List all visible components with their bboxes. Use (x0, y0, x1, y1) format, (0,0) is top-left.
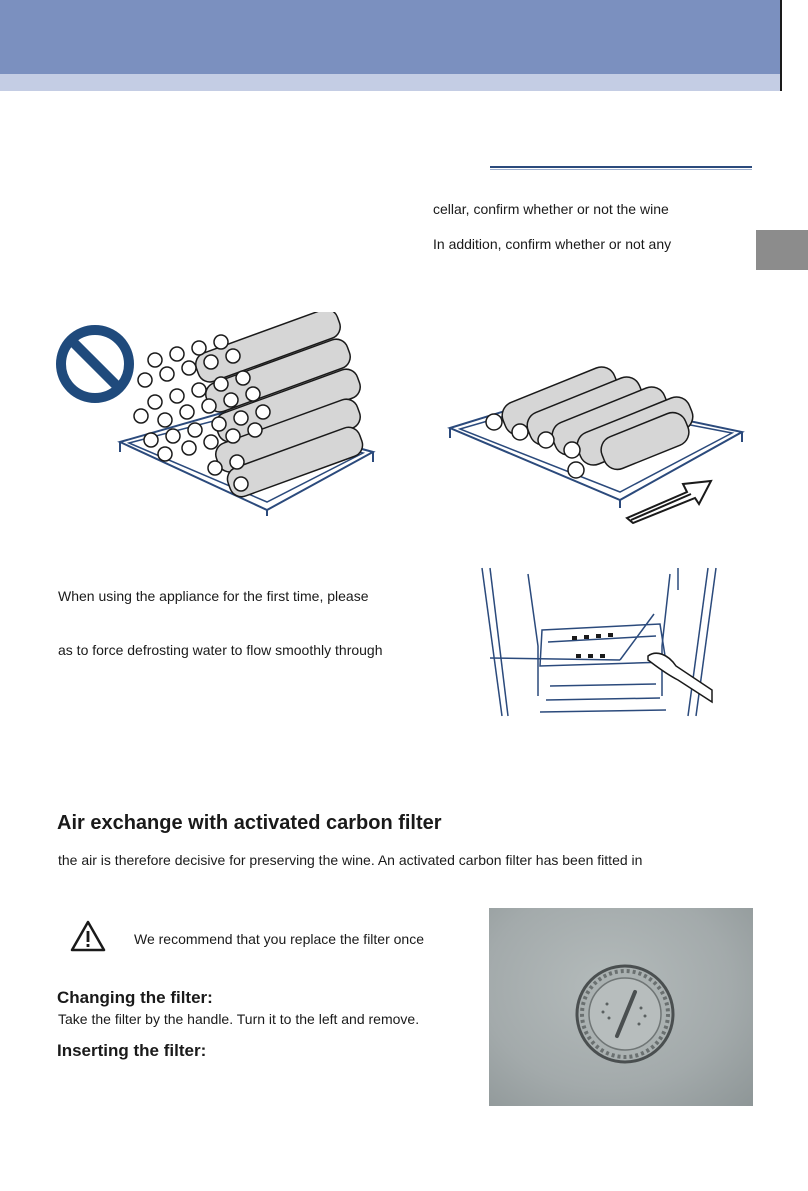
filter-recommendation-text: We recommend that you replace the filter once (134, 931, 425, 947)
storage-text-line-1: cellar, confirm whether or not the wine (433, 201, 669, 217)
slide-in-arrow-icon (625, 478, 715, 524)
inserting-filter-heading: Inserting the filter: (57, 1041, 207, 1060)
warning-icon (70, 920, 106, 952)
storage-text-line-2: In addition, confirm whether or not any (433, 236, 672, 252)
carbon-filter-photo (489, 908, 753, 1106)
chapter-side-tab (756, 230, 808, 270)
header-side-rule (780, 0, 782, 91)
header-strip (0, 74, 780, 91)
section-rule (490, 166, 752, 168)
defrost-text-line-2: as to force defrosting water to flow smoothly through (58, 642, 383, 658)
section-rule-shadow (490, 169, 752, 170)
header-band (0, 0, 780, 74)
air-exchange-body: the air is therefore decisive for preserving the wine. An activated carbon filter has been fitted in (58, 852, 643, 868)
defrost-text-line-1: When using the appliance for the first time, please (58, 588, 369, 604)
overloaded-wine-shelf-illustration (115, 312, 377, 516)
defrost-drain-cleaning-illustration (480, 566, 718, 718)
changing-filter-body: Take the filter by the handle. Turn it to the left and remove. (58, 1011, 420, 1027)
carbon-filter-disc (489, 908, 753, 1106)
air-exchange-heading: Air exchange with activated carbon filter (57, 812, 442, 834)
changing-filter-heading: Changing the filter: (57, 988, 213, 1007)
